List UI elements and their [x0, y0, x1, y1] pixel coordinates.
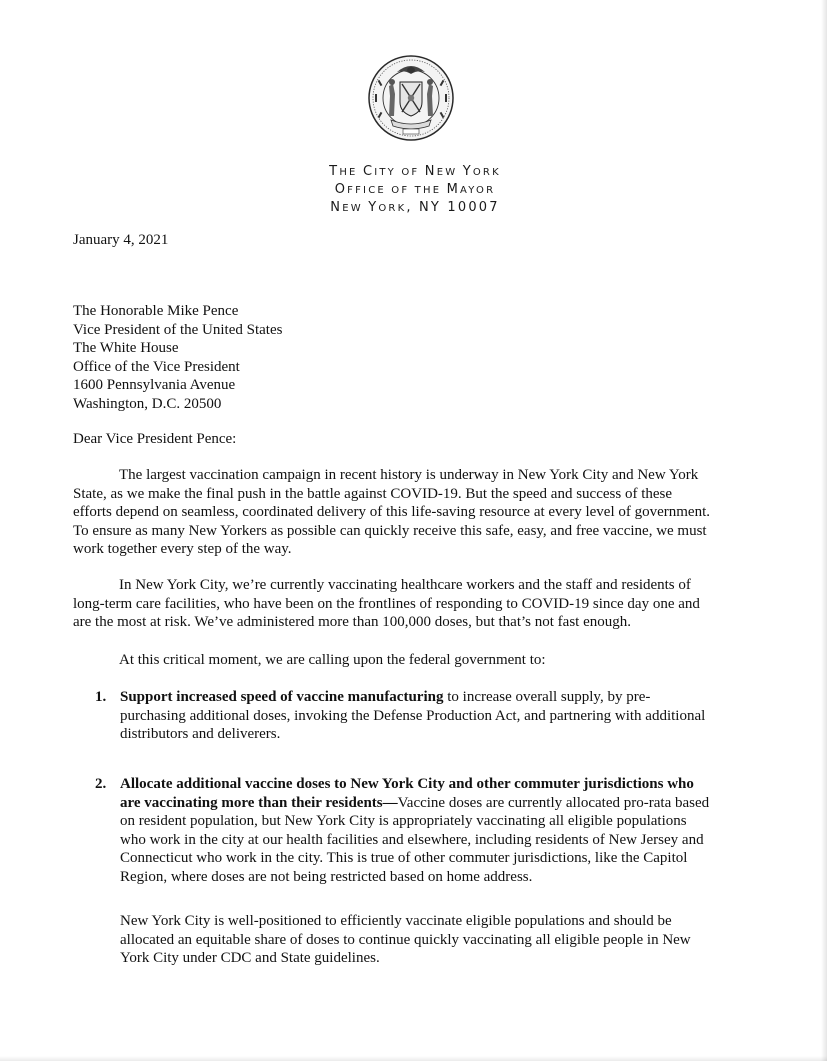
paragraph-line: efforts depend on seamless, coordinated delivery of this life-saving resource at every level of government. — [73, 504, 711, 520]
letterhead-city: THE CITY OF NEW YORK — [329, 164, 501, 179]
letterhead-address: NEW YORK, NY 10007 — [330, 200, 500, 215]
address-line: 1600 Pennsylvania Avenue — [73, 377, 236, 393]
paragraph-line: New York City is well-positioned to efficiently vaccinate eligible populations and should be — [120, 913, 672, 929]
request-line: distributors and deliverers. — [120, 726, 281, 742]
paragraph-call — [119, 651, 819, 670]
address-line: The White House — [73, 340, 179, 356]
address-line: The Honorable Mike Pence — [73, 303, 239, 319]
paragraph-nyc-status — [73, 576, 773, 632]
request-text: to increase overall supply, by pre- — [443, 689, 651, 705]
list-number: 1. — [95, 689, 107, 705]
request-line: who work in the city at our health facilities and elsewhere, including residents of New Jersey and — [120, 831, 704, 848]
paragraph-line: The largest vaccination campaign in recent history is underway in New York City and New York — [119, 467, 699, 483]
page-edge-shadow — [821, 0, 827, 1061]
letter-date: January 4, 2021 — [73, 232, 169, 248]
paragraph-line: are the most at risk. We’ve administered more than 100,000 doses, but that’s not fast enough. — [73, 614, 631, 630]
paragraph-line: To ensure as many New Yorkers as possible can quickly receive this safe, easy, and free vaccine, we must — [73, 522, 707, 539]
request-line: Connecticut who work in the city. This is true of other commuter jurisdictions, like the Capitol — [120, 850, 688, 866]
recipient-address — [73, 302, 282, 413]
request-heading: Support increased speed of vaccine manufacturing — [120, 689, 444, 705]
letterhead-office: OFFICE OF THE MAYOR — [334, 182, 496, 197]
address-line: Washington, D.C. 20500 — [73, 395, 222, 412]
request-text: Vaccine doses are currently allocated pro-rata based — [397, 794, 710, 811]
page-bottom-shadow — [0, 1056, 827, 1061]
paragraph-line: work together every step of the way. — [73, 541, 292, 557]
nyc-seal-icon — [367, 50, 455, 142]
salutation: Dear Vice President Pence: — [73, 431, 237, 447]
paragraph-line: At this critical moment, we are calling upon the federal government to: — [119, 652, 546, 668]
paragraph-positioned — [120, 912, 691, 968]
paragraph-line: York City under CDC and State guidelines. — [120, 950, 380, 966]
request-line: purchasing additional doses, invoking the Defense Production Act, and partnering with additional — [120, 707, 706, 724]
paragraph-line: In New York City, we’re currently vaccinating healthcare workers and the staff and residents of — [119, 577, 691, 593]
request-line: Region, where doses are not being restricted based on home address. — [120, 868, 533, 885]
paragraph-campaign — [73, 466, 773, 559]
request-heading: Allocate additional vaccine doses to New York City and other commuter jurisdictions who — [120, 776, 694, 792]
list-number: 2. — [95, 776, 107, 792]
paragraph-line: allocated an equitable share of doses to continue quickly vaccinating all eligible people in New — [120, 931, 691, 948]
address-line: Vice President of the United States — [73, 321, 283, 338]
paragraph-line: long-term care facilities, who have been on the frontlines of responding to COVID-19 since day one and — [73, 595, 700, 612]
paragraph-line: State, as we make the final push in the battle against COVID-19. But the speed and success of these — [73, 485, 673, 502]
request-heading: are vaccinating more than their residents— — [120, 794, 398, 811]
request-line: on resident population, but New York City is appropriately vaccinating all eligible populations — [120, 813, 687, 829]
address-line: Office of the Vice President — [73, 358, 240, 375]
